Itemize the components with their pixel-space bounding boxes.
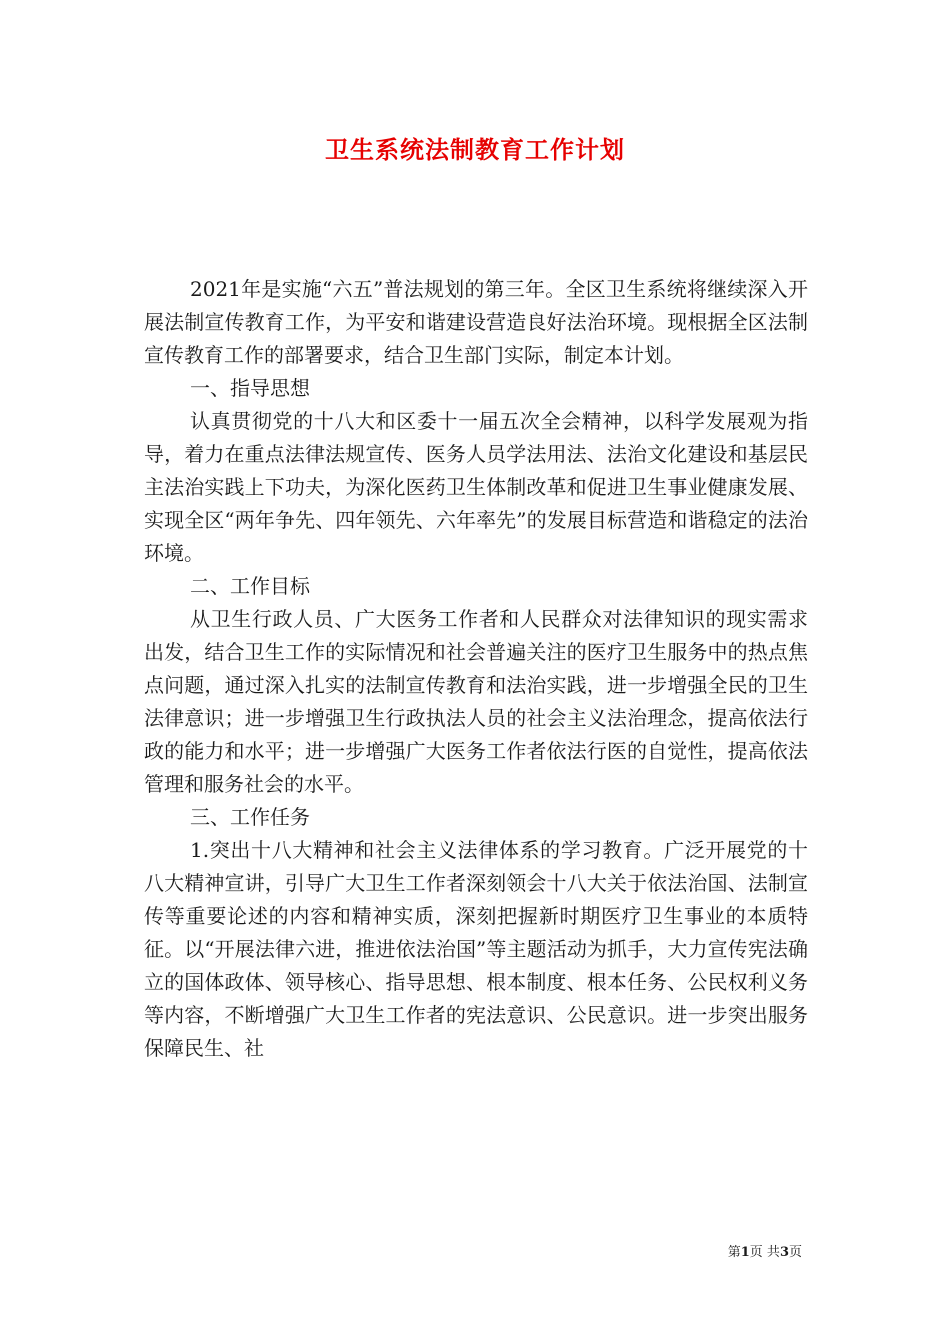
footer-current-page: 1 — [740, 1245, 750, 1260]
document-title: 卫生系统法制教育工作计划 — [325, 135, 625, 164]
section-heading-guiding-ideology: 一、指导思想 — [190, 376, 310, 400]
footer-prefix: 第 — [727, 1245, 741, 1260]
footer-middle: 页 共 — [749, 1245, 780, 1260]
footer-suffix: 页 — [788, 1245, 802, 1260]
document-body — [144, 273, 808, 1065]
paragraph-work-goals: 从卫生行政人员、广大医务工作者和人民群众对法律知识的现实需求出发，结合卫生工作的实际情况和社会普遍关注的医疗卫生服务中的热点焦点问题，通过深入扎实的法制宣传教育和法治实践，进一步增强全民的卫生法律意识；进一步增强卫生行政执法人员的社会主义法治理念，提高依法行政的能力和水平；进一步增强广大医务工作者依法行医的自觉性，提高依法管理和服务社会的水平。 — [144, 607, 808, 796]
section-heading-work-tasks: 三、工作任务 — [190, 805, 310, 829]
paragraph-intro: 2021年是实施“六五”普法规划的第三年。全区卫生系统将继续深入开展法制宣传教育工作，为平安和谐建设营造良好法治环境。现根据全区法制宣传教育工作的部署要求，结合卫生部门实际，制定本计划。 — [144, 277, 808, 367]
paragraph-guiding-ideology: 认真贯彻党的十八大和区委十一届五次全会精神，以科学发展观为指导，着力在重点法律法规宣传、医务人员学法用法、法治文化建设和基层民主法治实践上下功夫，为深化医药卫生体制改革和促进卫生事业健康发展、实现全区“两年争先、四年领先、六年率先”的发展目标营造和谐稳定的法治环境。 — [144, 409, 808, 565]
paragraph-work-task-1: 1.突出十八大精神和社会主义法律体系的学习教育。广泛开展党的十八大精神宣讲，引导广大卫生工作者深刻领会十八大关于依法治国、法制宣传等重要论述的内容和精神实质，深刻把握新时期医疗卫生事业的本质特征。以“开展法律六进，推进依法治国”等主题活动为抓手，大力宣传宪法确立的国体政体、领导核心、指导思想、根本制度、根本任务、公民权利义务等内容，不断增强广大卫生工作者的宪法意识、公民意识。进一步突出服务保障民生、社 — [144, 838, 808, 1060]
footer-total-pages: 3 — [779, 1245, 789, 1260]
section-heading-work-goals: 二、工作目标 — [190, 574, 310, 598]
page-number-footer — [728, 1245, 802, 1261]
